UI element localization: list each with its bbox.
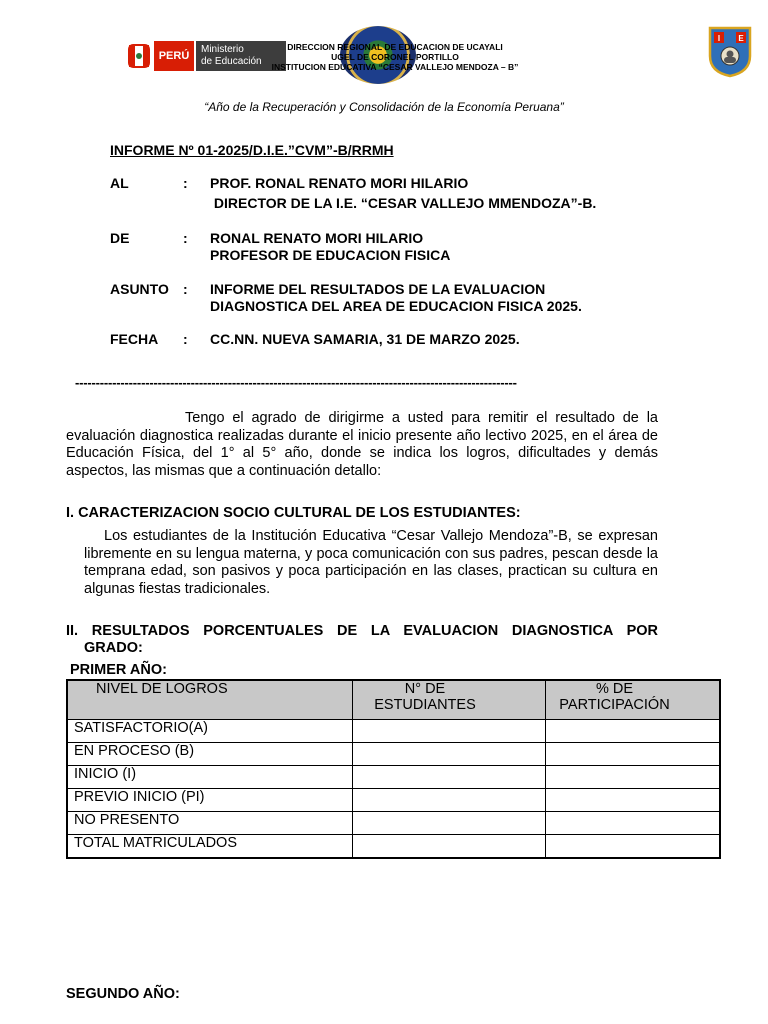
field-de-line-1: RONAL RENATO MORI HILARIO: [210, 230, 424, 246]
field-asunto-line-2: DIAGNOSTICA DEL AREA DE EDUCACION FISICA 2025.: [210, 298, 582, 314]
table-cell: [353, 720, 546, 743]
table-cell: [353, 789, 546, 812]
field-al-label: AL: [110, 175, 129, 191]
field-de-colon: :: [183, 230, 188, 246]
table-cell: [546, 812, 721, 835]
report-number: INFORME Nº 01-2025/D.I.E.”CVM”-B/RRMH: [110, 142, 394, 158]
field-asunto: [110, 281, 670, 317]
section-1-body: Los estudiantes de la Institución Educativa “Cesar Vallejo Mendoza”-B, se expresan libremente en su lengua materna, y poca comunicación con sus padres, pescan desde la temprana edad, son pasivos y poca participación en las clases, practican su cultura en algunas fiestas tradicionales.: [84, 528, 658, 597]
header-line-1: DIRECCION REGIONAL DE EDUCACION DE UCAYALI: [287, 42, 503, 52]
col-header-nivel: NIVEL DE LOGROS: [67, 680, 353, 720]
table-cell: [353, 812, 546, 835]
table-row: [67, 812, 720, 835]
table-row: [67, 743, 720, 766]
table-cell: [546, 835, 721, 859]
svg-text:I: I: [717, 34, 721, 43]
section-1-title: I. CARACTERIZACION SOCIO CULTURAL DE LOS ESTUDIANTES:: [66, 505, 521, 521]
table-cell: [353, 743, 546, 766]
table-cell: [546, 743, 721, 766]
peru-label: PERÚ: [154, 41, 194, 71]
table-row: [67, 789, 720, 812]
table-row: [67, 766, 720, 789]
field-al-colon: :: [183, 175, 188, 191]
ministry-line-2: de Educación: [201, 56, 262, 67]
section-2-title-line-1: II. RESULTADOS PORCENTUALES DE LA EVALUACION DIAGNOSTICA POR: [66, 623, 658, 639]
field-asunto-label: ASUNTO: [110, 281, 169, 297]
table-cell: TOTAL MATRICULADOS: [67, 835, 353, 859]
field-fecha-value: [210, 331, 670, 348]
header-line-3: INSTITUCION EDUCATIVA “CESAR VALLEJO MENDOZA – B”: [271, 62, 519, 72]
field-asunto-value: [210, 281, 670, 315]
field-de: [110, 230, 670, 266]
field-al-line-1: PROF. RONAL RENATO MORI HILARIO: [210, 175, 469, 191]
field-fecha-line-1: CC.NN. NUEVA SAMARIA, 31 DE MARZO 2025.: [210, 331, 520, 347]
primer-ano-label: PRIMER AÑO:: [70, 662, 167, 678]
col-header-participacion-text: % DE PARTICIPACIÓN: [559, 681, 670, 713]
table-cell: [546, 720, 721, 743]
section-2-title-line-2: GRADO:: [84, 640, 143, 656]
table-header-row: [67, 680, 720, 720]
field-fecha-label: FECHA: [110, 331, 159, 347]
table-row: [67, 835, 720, 859]
field-de-value: [210, 230, 670, 264]
table-cell: NO PRESENTO: [67, 812, 353, 835]
field-al: [110, 175, 670, 211]
svg-text:E: E: [738, 34, 744, 43]
table-row: [67, 720, 720, 743]
field-de-line-2: PROFESOR DE EDUCACION FISICA: [210, 247, 451, 263]
field-al-value: [210, 175, 670, 212]
segundo-ano-label: SEGUNDO AÑO:: [66, 986, 180, 1002]
table-cell: INICIO (I): [67, 766, 353, 789]
institution-header: [245, 42, 545, 72]
field-fecha-colon: :: [183, 331, 188, 347]
ministry-line-1: Ministerio: [201, 44, 244, 55]
col-header-participacion: [546, 680, 721, 720]
table-cell: SATISFACTORIO(A): [67, 720, 353, 743]
results-table: [66, 679, 721, 859]
table-cell: EN PROCESO (B): [67, 743, 353, 766]
year-motto: “Año de la Recuperación y Consolidación de la Economía Peruana”: [204, 100, 564, 114]
table-cell: PREVIO INICIO (PI): [67, 789, 353, 812]
table-cell: [353, 766, 546, 789]
table-cell: [546, 766, 721, 789]
field-fecha: [110, 331, 670, 349]
col-header-estudiantes: [353, 680, 546, 720]
school-crest-icon: [708, 26, 752, 78]
separator-line: -----------------------------------------------------------------------------------------------------------: [75, 375, 517, 390]
peru-shield-icon: [127, 41, 151, 71]
intro-paragraph: Tengo el agrado de dirigirme a usted para remitir el resultado de la evaluación diagnostica realizadas durante el inicio presente año lectivo 2025, en el área de Educación Física, del 1° al 5° año, donde se indica los logros, dificultades y demás aspectos, las mismas que a continuación detallo:: [66, 410, 658, 479]
header-line-2: UGEL DE CORONEL PORTILLO: [331, 52, 459, 62]
field-al-line-2: DIRECTOR DE LA I.E. “CESAR VALLEJO MMENDOZA”-B.: [210, 195, 597, 211]
col-header-estudiantes-text: N° DE ESTUDIANTES: [374, 681, 476, 713]
field-asunto-colon: :: [183, 281, 188, 297]
table-cell: [546, 789, 721, 812]
field-asunto-line-1: INFORME DEL RESULTADOS DE LA EVALUACION: [210, 281, 546, 297]
table-cell: [353, 835, 546, 859]
field-de-label: DE: [110, 230, 130, 246]
